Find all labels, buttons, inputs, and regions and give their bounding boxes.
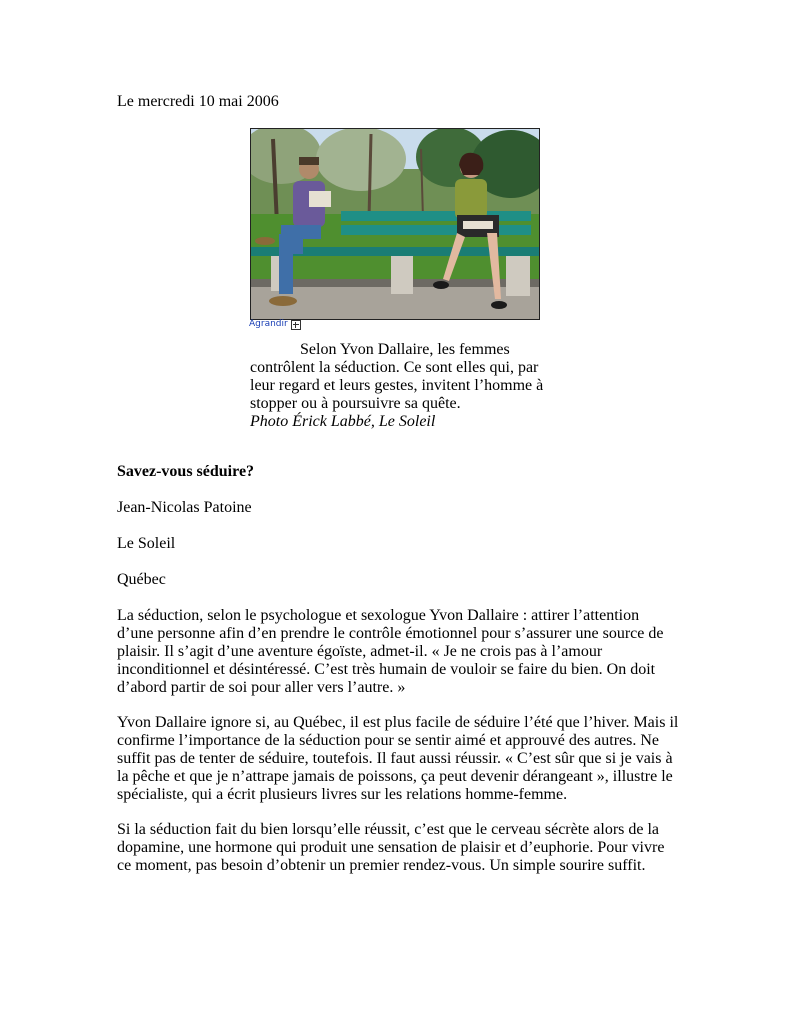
article-source: Le Soleil [117, 535, 176, 552]
article-paragraph: Yvon Dallaire ignore si, au Québec, il est plus facile de séduire l’été que l’hiver. Mais il confirme l’importance de la séduction pour se sentir aimé et approuvé des autres. Ne suffit pas de tenter de séduire, toutefois. Il faut aussi réussir. « C’est sûr que si je vais à la pêche et que je n’attrape jamais de poissons, ça peut devenir dérangeant », illustre le spécialiste, qui a écrit plusieurs livres sur les relations homme-femme. [117, 714, 679, 803]
article-photo[interactable] [250, 128, 540, 320]
caption-text: Selon Yvon Dallaire, les femmes contrôlent la séduction. Ce sont elles qui, par leur regard et leurs gestes, invitent l’homme à stopper ou à poursuivre sa quête. [250, 341, 544, 412]
photo-credit: Photo Érick Labbé, Le Soleil [250, 413, 436, 430]
plus-box-icon[interactable] [291, 320, 301, 330]
article-city: Québec [117, 571, 166, 588]
photo-caption [250, 341, 550, 431]
bench-photo-illustration [251, 129, 539, 319]
article-headline: Savez-vous séduire? [117, 463, 255, 480]
article-date: Le mercredi 10 mai 2006 [117, 93, 279, 110]
article-author: Jean-Nicolas Patoine [117, 499, 252, 516]
article-paragraph: Si la séduction fait du bien lorsqu’elle réussit, c’est que le cerveau sécrète alors de la dopamine, une hormone qui produit une sensation de plaisir et d’euphorie. Pour vivre ce moment, pas besoin d’obtenir un premier rendez-vous. Un simple sourire suffit. [117, 821, 665, 874]
enlarge-link[interactable] [249, 319, 301, 330]
article-paragraph: La séduction, selon le psychologue et sexologue Yvon Dallaire : attirer l’attention d’une personne afin d’en prendre le contrôle émotionnel pour s’assurer une source de plaisir. Il s’agit d’une aventure égoïste, admet-il. « Je ne crois pas à l’amour inconditionnel et désintéressé. C’est très humain de vouloir se faire du bien. On doit d’abord partir de soi pour aller vers l’autre. » [117, 607, 664, 696]
enlarge-label[interactable]: Agrandir [249, 319, 288, 329]
